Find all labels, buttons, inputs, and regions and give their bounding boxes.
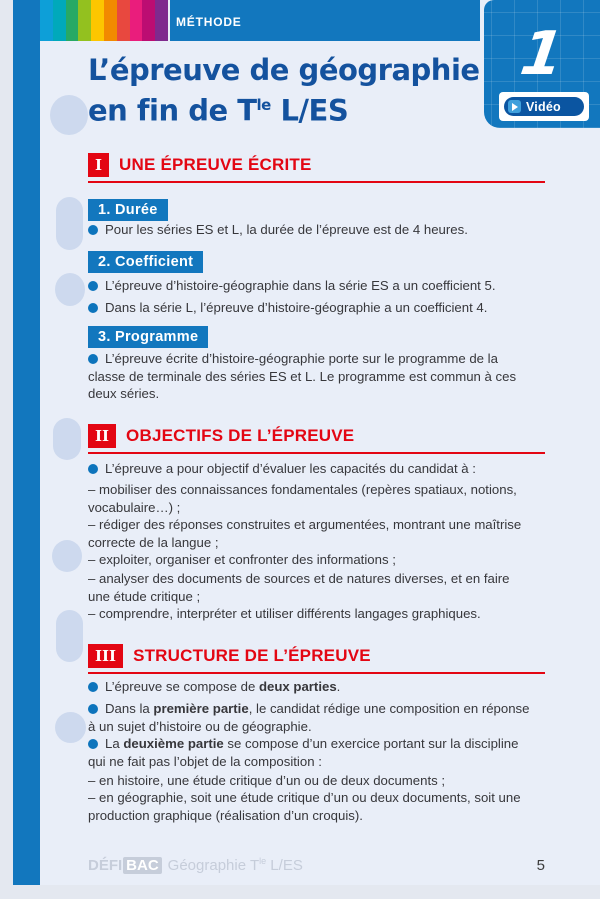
bullet-icon <box>88 464 98 474</box>
page-title <box>88 53 480 129</box>
decorative-circle <box>55 712 86 743</box>
paragraph: – mobiliser des connaissances fondamentales (repères spatiaux, notions, vocabulaire…) ; <box>88 482 517 515</box>
paragraph: Dans la première partie, le candidat rédige une composition en réponse à un sujet d’histoire ou de géographie. <box>88 701 530 734</box>
play-triangle-icon <box>512 103 518 111</box>
paragraph: L’épreuve d’histoire-géographie dans la série ES a un coefficient 5. <box>88 277 545 295</box>
section-numeral: II <box>88 424 116 448</box>
color-stripe <box>91 0 104 41</box>
play-icon <box>508 100 521 113</box>
paragraph: Dans la série L, l’épreuve d’histoire-géographie a un coefficient 4. <box>88 299 545 317</box>
section-rule <box>88 181 545 183</box>
color-stripe <box>66 0 79 41</box>
section-rule <box>88 672 545 674</box>
decorative-circle <box>50 95 88 135</box>
decorative-circle <box>52 540 82 572</box>
section-rule <box>88 452 545 454</box>
paragraph: – en histoire, une étude critique d’un ou de deux documents ; <box>88 773 446 788</box>
section-title: UNE ÉPREUVE ÉCRITE <box>119 155 312 174</box>
subsection-badge-coefficient: 2. Coefficient <box>88 251 203 273</box>
section-heading-1 <box>88 153 545 183</box>
color-stripes <box>40 0 170 41</box>
section-heading-2 <box>88 424 545 454</box>
color-stripe <box>53 0 66 41</box>
bullet-icon <box>88 225 98 235</box>
bullet-icon <box>88 281 98 291</box>
paragraph: L’épreuve écrite d’histoire-géographie porte sur le programme de la classe de terminale des séries ES et L. Le programme est commun à ces deux séries. <box>88 351 517 402</box>
section-numeral: III <box>88 644 123 668</box>
color-stripe <box>130 0 143 41</box>
video-pill <box>504 97 584 116</box>
paragraph: – rédiger des réponses construites et argumentées, montrant une maîtrise correcte de la langue ; <box>88 517 522 550</box>
bullet-icon <box>88 682 98 692</box>
page-number: 5 <box>536 857 545 874</box>
video-label: Vidéo <box>526 99 561 114</box>
left-spine <box>13 0 40 885</box>
color-stripe <box>155 0 168 41</box>
decorative-pill <box>53 418 81 460</box>
bullet-icon <box>88 303 98 313</box>
color-stripe <box>142 0 155 41</box>
chapter-number: 1 <box>516 19 568 89</box>
video-button[interactable] <box>499 92 589 121</box>
section-title: OBJECTIFS DE L’ÉPREUVE <box>126 426 355 445</box>
paragraph: Pour les séries ES et L, la durée de l’épreuve est de 4 heures. <box>88 221 545 239</box>
section-numeral: I <box>88 153 109 177</box>
decorative-pill <box>56 197 83 250</box>
decorative-circle <box>55 273 85 306</box>
subsection-badge-programme: 3. Programme <box>88 326 208 348</box>
color-stripe <box>78 0 91 41</box>
page-title-line1: L’épreuve de géographie <box>88 53 480 87</box>
paragraph: – analyser des documents de sources et de natures diverses, et en faire une étude critique ; <box>88 571 510 604</box>
section-heading-3 <box>88 644 545 674</box>
bullet-icon <box>88 704 98 714</box>
color-stripe <box>104 0 117 41</box>
page-title-line2: en fin de $T^{le}$ L/ES <box>88 93 349 128</box>
paragraph: – en géographie, soit une étude critique d’un ou deux documents, soit une production graphique (réalisation d’un croquis). <box>88 790 521 823</box>
bullet-icon <box>88 739 98 749</box>
bullet-icon <box>88 354 98 364</box>
paragraph: L’épreuve se compose de deux parties. <box>88 678 545 696</box>
paragraph: – comprendre, interpréter et utiliser différents langages graphiques. <box>88 606 481 621</box>
brand-logo <box>88 856 303 874</box>
paragraph: L’épreuve a pour objectif d’évaluer les capacités du candidat à : <box>88 460 545 478</box>
decorative-pill <box>56 610 83 662</box>
methode-label: MÉTHODE <box>176 15 242 29</box>
color-stripe <box>40 0 53 41</box>
brand-bac: BAC <box>123 857 162 874</box>
color-stripe <box>117 0 130 41</box>
paragraph: La deuxième partie se compose d’un exercice portant sur la discipline qui ne fait pas l’objet de la composition : <box>88 736 519 769</box>
chapter-box <box>484 0 600 128</box>
brand-defi: DÉFI <box>88 857 123 874</box>
section-title: STRUCTURE DE L’ÉPREUVE <box>133 646 371 665</box>
subsection-badge-duree: 1. Durée <box>88 199 168 221</box>
paragraph: – exploiter, organiser et confronter des informations ; <box>88 552 396 567</box>
footer-subject: Géographie $T^{le}$ L/ES <box>167 856 303 874</box>
